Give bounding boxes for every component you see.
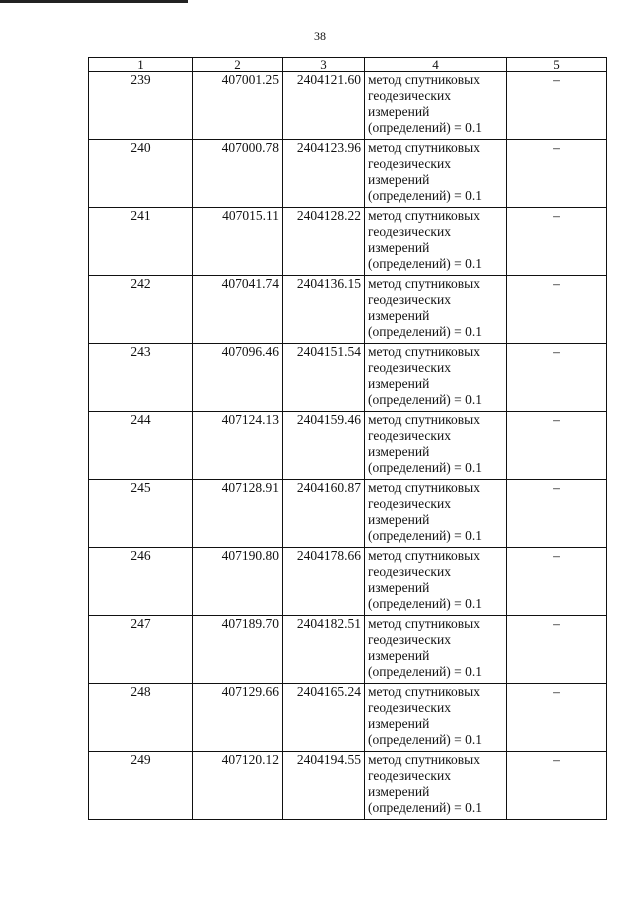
method-line: измерений [368,784,430,799]
method-line: (определений) = 0.1 [368,528,483,543]
note-cell: – [507,480,607,548]
header-row [89,58,607,72]
y-coordinate-cell: 2404128.22 [283,208,365,276]
method-line: геодезических [368,156,451,171]
method-line: измерений [368,648,430,663]
method-line: (определений) = 0.1 [368,732,483,747]
method-line: метод спутниковых [368,344,480,359]
note-cell: – [507,616,607,684]
y-coordinate-cell: 2404123.96 [283,140,365,208]
method-line: (определений) = 0.1 [368,460,483,475]
method-cell [365,72,507,140]
method-cell [365,344,507,412]
method-line: (определений) = 0.1 [368,120,483,135]
table-row [89,208,607,276]
method-line: геодезических [368,360,451,375]
method-cell [365,548,507,616]
method-line: измерений [368,172,430,187]
note-cell: – [507,140,607,208]
y-coordinate-cell: 2404182.51 [283,616,365,684]
x-coordinate-cell: 407128.91 [193,480,283,548]
method-line: геодезических [368,428,451,443]
point-number-cell: 245 [89,480,193,548]
x-coordinate-cell: 407124.13 [193,412,283,480]
point-number-cell: 249 [89,752,193,820]
method-line: геодезических [368,768,451,783]
point-number-cell: 242 [89,276,193,344]
x-coordinate-cell: 407041.74 [193,276,283,344]
method-line: метод спутниковых [368,616,480,631]
method-line: измерений [368,376,430,391]
method-line: геодезических [368,632,451,647]
method-line: измерений [368,580,430,595]
method-line: (определений) = 0.1 [368,324,483,339]
method-line: метод спутниковых [368,208,480,223]
method-line: геодезических [368,224,451,239]
method-line: геодезических [368,292,451,307]
method-cell [365,684,507,752]
method-cell [365,140,507,208]
method-cell [365,752,507,820]
method-line: измерений [368,308,430,323]
method-line: метод спутниковых [368,480,480,495]
y-coordinate-cell: 2404178.66 [283,548,365,616]
table-row [89,276,607,344]
note-cell: – [507,684,607,752]
method-line: (определений) = 0.1 [368,188,483,203]
note-cell: – [507,208,607,276]
y-coordinate-cell: 2404151.54 [283,344,365,412]
x-coordinate-cell: 407001.25 [193,72,283,140]
table-row [89,616,607,684]
x-coordinate-cell: 407015.11 [193,208,283,276]
x-coordinate-cell: 407189.70 [193,616,283,684]
method-line: метод спутниковых [368,72,480,87]
y-coordinate-cell: 2404121.60 [283,72,365,140]
table-body [89,72,607,820]
x-coordinate-cell: 407129.66 [193,684,283,752]
y-coordinate-cell: 2404160.87 [283,480,365,548]
column-header-5: 5 [507,58,607,72]
column-header-2: 2 [193,58,283,72]
note-cell: – [507,276,607,344]
x-coordinate-cell: 407190.80 [193,548,283,616]
column-header-4: 4 [365,58,507,72]
y-coordinate-cell: 2404194.55 [283,752,365,820]
method-line: геодезических [368,700,451,715]
method-line: (определений) = 0.1 [368,392,483,407]
y-coordinate-cell: 2404165.24 [283,684,365,752]
method-line: (определений) = 0.1 [368,256,483,271]
table-row [89,752,607,820]
x-coordinate-cell: 407096.46 [193,344,283,412]
method-line: метод спутниковых [368,752,480,767]
method-line: (определений) = 0.1 [368,596,483,611]
point-number-cell: 246 [89,548,193,616]
note-cell: – [507,548,607,616]
table-row [89,684,607,752]
method-line: измерений [368,512,430,527]
point-number-cell: 244 [89,412,193,480]
page-number: 38 [314,29,326,43]
point-number-cell: 248 [89,684,193,752]
x-coordinate-cell: 407000.78 [193,140,283,208]
method-cell [365,616,507,684]
y-coordinate-cell: 2404159.46 [283,412,365,480]
table-row [89,344,607,412]
method-line: измерений [368,444,430,459]
table-row [89,412,607,480]
method-cell [365,208,507,276]
method-line: метод спутниковых [368,140,480,155]
method-line: геодезических [368,496,451,511]
method-line: измерений [368,240,430,255]
coordinates-table [88,57,607,820]
method-line: (определений) = 0.1 [368,664,483,679]
point-number-cell: 240 [89,140,193,208]
method-line: измерений [368,716,430,731]
method-line: метод спутниковых [368,412,480,427]
top-rule [0,0,188,3]
note-cell: – [507,412,607,480]
table-row [89,72,607,140]
table-row [89,140,607,208]
note-cell: – [507,344,607,412]
table-row [89,480,607,548]
method-line: измерений [368,104,430,119]
point-number-cell: 247 [89,616,193,684]
method-cell [365,276,507,344]
x-coordinate-cell: 407120.12 [193,752,283,820]
point-number-cell: 243 [89,344,193,412]
method-cell [365,412,507,480]
point-number-cell: 241 [89,208,193,276]
method-line: метод спутниковых [368,276,480,291]
method-line: геодезических [368,88,451,103]
method-line: (определений) = 0.1 [368,800,483,815]
note-cell: – [507,72,607,140]
note-cell: – [507,752,607,820]
point-number-cell: 239 [89,72,193,140]
y-coordinate-cell: 2404136.15 [283,276,365,344]
column-header-3: 3 [283,58,365,72]
method-line: метод спутниковых [368,548,480,563]
column-header-1: 1 [89,58,193,72]
method-line: геодезических [368,564,451,579]
method-line: метод спутниковых [368,684,480,699]
table-row [89,548,607,616]
method-cell [365,480,507,548]
